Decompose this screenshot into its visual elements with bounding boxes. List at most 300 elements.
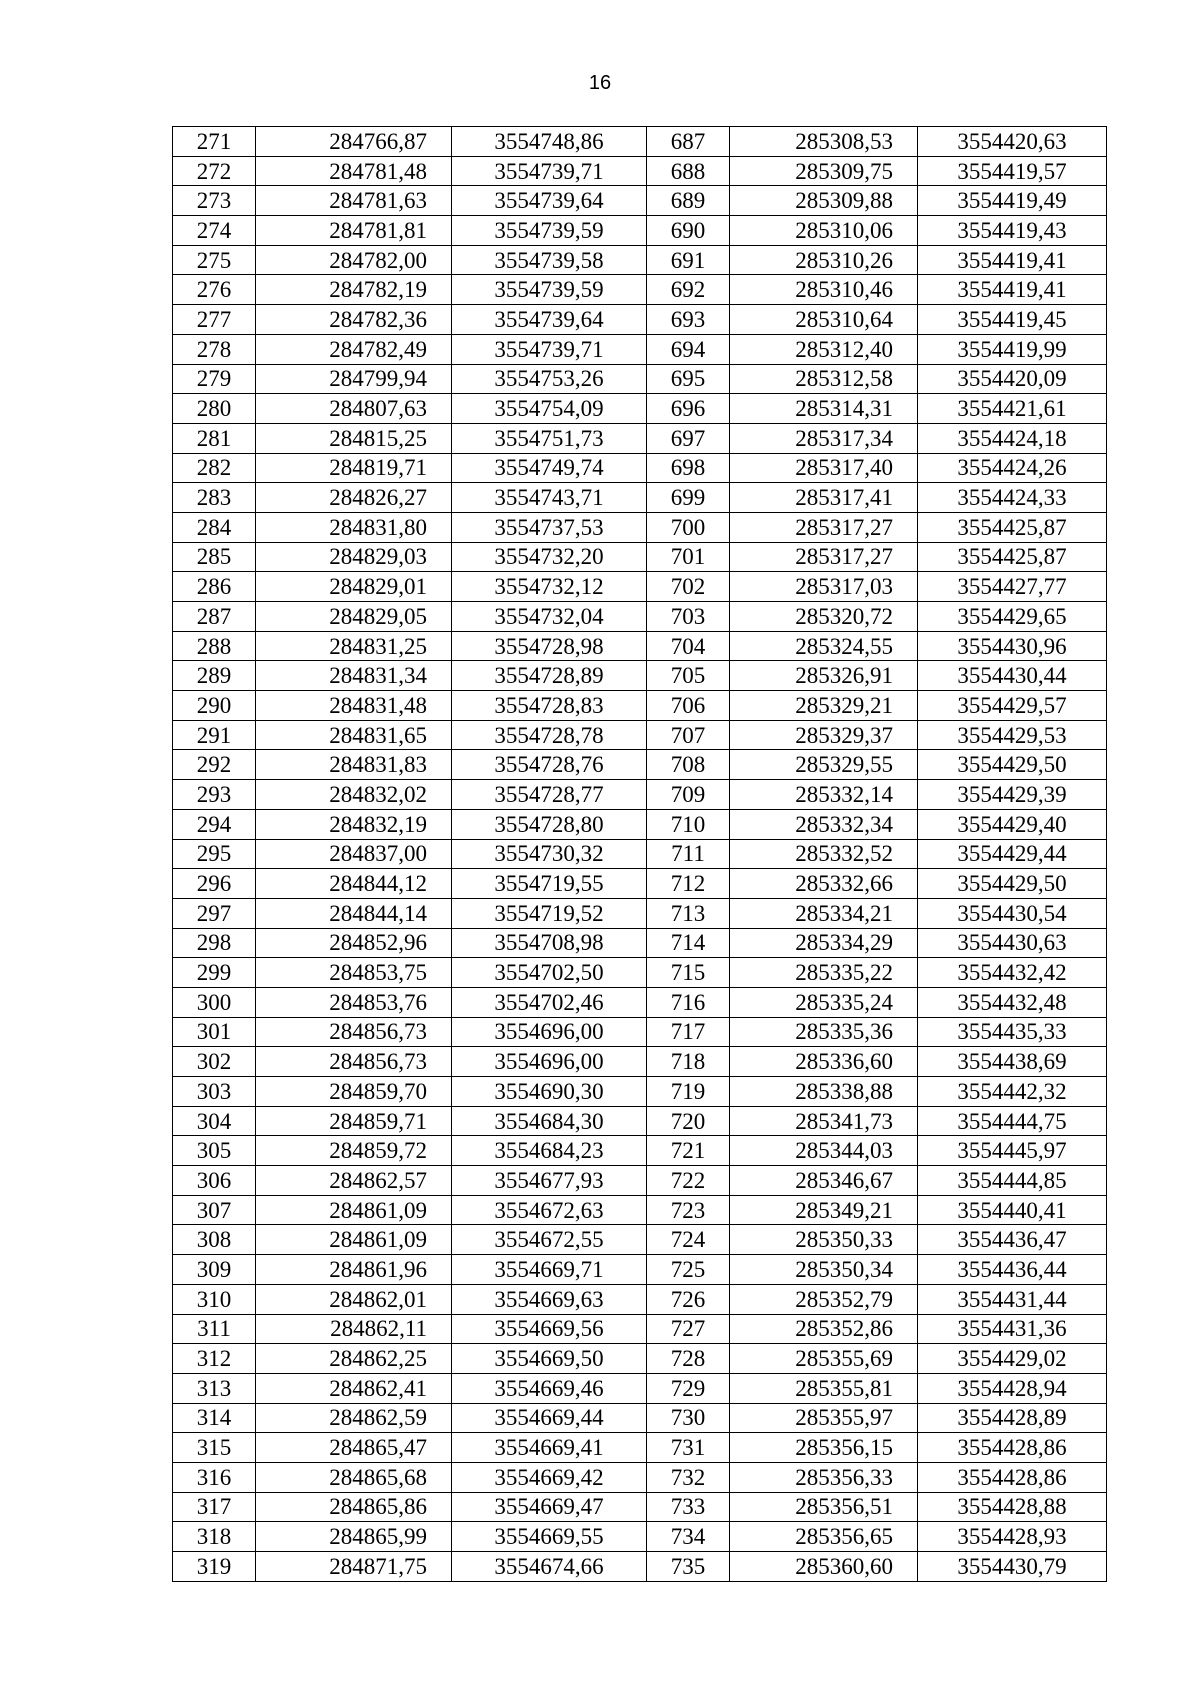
x-coordinate-left-cell: 284819,71 bbox=[256, 453, 452, 483]
x-coordinate-left-cell: 284865,68 bbox=[256, 1462, 452, 1492]
x-coordinate-left-cell: 284861,09 bbox=[256, 1225, 452, 1255]
y-coordinate-left-cell: 3554739,59 bbox=[452, 275, 647, 305]
y-coordinate-left-cell: 3554684,23 bbox=[452, 1136, 647, 1166]
x-coordinate-right-cell: 285355,69 bbox=[730, 1344, 918, 1374]
table-row bbox=[173, 661, 1107, 691]
x-coordinate-left-cell: 284853,76 bbox=[256, 987, 452, 1017]
x-coordinate-right-cell: 285360,60 bbox=[730, 1552, 918, 1582]
table-row bbox=[173, 1284, 1107, 1314]
y-coordinate-right-cell: 3554428,88 bbox=[918, 1492, 1107, 1522]
x-coordinate-left-cell: 284829,03 bbox=[256, 542, 452, 572]
y-coordinate-right-cell: 3554419,99 bbox=[918, 334, 1107, 364]
table-row bbox=[173, 216, 1107, 246]
table-row bbox=[173, 275, 1107, 305]
table-row bbox=[173, 1344, 1107, 1374]
point-number-left-cell: 299 bbox=[173, 958, 256, 988]
point-number-right-cell: 730 bbox=[647, 1403, 730, 1433]
x-coordinate-left-cell: 284844,14 bbox=[256, 898, 452, 928]
point-number-left-cell: 289 bbox=[173, 661, 256, 691]
table-row bbox=[173, 305, 1107, 335]
point-number-left-cell: 271 bbox=[173, 127, 256, 157]
x-coordinate-left-cell: 284862,59 bbox=[256, 1403, 452, 1433]
point-number-left-cell: 279 bbox=[173, 364, 256, 394]
y-coordinate-left-cell: 3554728,83 bbox=[452, 691, 647, 721]
table-row bbox=[173, 958, 1107, 988]
point-number-left-cell: 317 bbox=[173, 1492, 256, 1522]
table-row bbox=[173, 809, 1107, 839]
x-coordinate-right-cell: 285338,88 bbox=[730, 1077, 918, 1107]
x-coordinate-right-cell: 285310,46 bbox=[730, 275, 918, 305]
point-number-right-cell: 724 bbox=[647, 1225, 730, 1255]
table-row bbox=[173, 691, 1107, 721]
x-coordinate-right-cell: 285310,64 bbox=[730, 305, 918, 335]
x-coordinate-left-cell: 284831,48 bbox=[256, 691, 452, 721]
point-number-right-cell: 695 bbox=[647, 364, 730, 394]
y-coordinate-right-cell: 3554428,89 bbox=[918, 1403, 1107, 1433]
y-coordinate-right-cell: 3554429,02 bbox=[918, 1344, 1107, 1374]
y-coordinate-right-cell: 3554428,86 bbox=[918, 1462, 1107, 1492]
y-coordinate-left-cell: 3554669,46 bbox=[452, 1373, 647, 1403]
table-row bbox=[173, 186, 1107, 216]
y-coordinate-left-cell: 3554728,77 bbox=[452, 780, 647, 810]
point-number-right-cell: 733 bbox=[647, 1492, 730, 1522]
x-coordinate-left-cell: 284856,73 bbox=[256, 1017, 452, 1047]
point-number-left-cell: 283 bbox=[173, 483, 256, 513]
table-row bbox=[173, 1225, 1107, 1255]
table-row bbox=[173, 1106, 1107, 1136]
point-number-left-cell: 276 bbox=[173, 275, 256, 305]
table-row bbox=[173, 1047, 1107, 1077]
point-number-left-cell: 280 bbox=[173, 394, 256, 424]
table-row bbox=[173, 928, 1107, 958]
x-coordinate-left-cell: 284829,05 bbox=[256, 602, 452, 632]
x-coordinate-left-cell: 284831,25 bbox=[256, 631, 452, 661]
point-number-left-cell: 291 bbox=[173, 720, 256, 750]
x-coordinate-right-cell: 285310,26 bbox=[730, 245, 918, 275]
point-number-left-cell: 286 bbox=[173, 572, 256, 602]
table-row bbox=[173, 750, 1107, 780]
y-coordinate-left-cell: 3554753,26 bbox=[452, 364, 647, 394]
x-coordinate-left-cell: 284859,72 bbox=[256, 1136, 452, 1166]
y-coordinate-left-cell: 3554732,20 bbox=[452, 542, 647, 572]
x-coordinate-right-cell: 285350,33 bbox=[730, 1225, 918, 1255]
y-coordinate-left-cell: 3554669,47 bbox=[452, 1492, 647, 1522]
table-row bbox=[173, 1462, 1107, 1492]
x-coordinate-left-cell: 284832,02 bbox=[256, 780, 452, 810]
y-coordinate-left-cell: 3554739,64 bbox=[452, 186, 647, 216]
table-row bbox=[173, 245, 1107, 275]
point-number-left-cell: 297 bbox=[173, 898, 256, 928]
table-row bbox=[173, 1522, 1107, 1552]
x-coordinate-left-cell: 284815,25 bbox=[256, 423, 452, 453]
y-coordinate-right-cell: 3554445,97 bbox=[918, 1136, 1107, 1166]
y-coordinate-right-cell: 3554419,45 bbox=[918, 305, 1107, 335]
x-coordinate-left-cell: 284782,49 bbox=[256, 334, 452, 364]
x-coordinate-left-cell: 284829,01 bbox=[256, 572, 452, 602]
point-number-left-cell: 301 bbox=[173, 1017, 256, 1047]
y-coordinate-left-cell: 3554696,00 bbox=[452, 1017, 647, 1047]
y-coordinate-right-cell: 3554419,41 bbox=[918, 245, 1107, 275]
y-coordinate-right-cell: 3554430,79 bbox=[918, 1552, 1107, 1582]
x-coordinate-left-cell: 284831,34 bbox=[256, 661, 452, 691]
table-row bbox=[173, 334, 1107, 364]
x-coordinate-right-cell: 285356,15 bbox=[730, 1433, 918, 1463]
point-number-left-cell: 311 bbox=[173, 1314, 256, 1344]
x-coordinate-right-cell: 285312,40 bbox=[730, 334, 918, 364]
x-coordinate-left-cell: 284766,87 bbox=[256, 127, 452, 157]
table-row bbox=[173, 394, 1107, 424]
point-number-right-cell: 713 bbox=[647, 898, 730, 928]
y-coordinate-right-cell: 3554430,54 bbox=[918, 898, 1107, 928]
x-coordinate-right-cell: 285355,97 bbox=[730, 1403, 918, 1433]
point-number-left-cell: 314 bbox=[173, 1403, 256, 1433]
y-coordinate-right-cell: 3554428,86 bbox=[918, 1433, 1107, 1463]
y-coordinate-left-cell: 3554730,32 bbox=[452, 839, 647, 869]
point-number-left-cell: 308 bbox=[173, 1225, 256, 1255]
x-coordinate-left-cell: 284865,86 bbox=[256, 1492, 452, 1522]
y-coordinate-left-cell: 3554672,55 bbox=[452, 1225, 647, 1255]
y-coordinate-left-cell: 3554748,86 bbox=[452, 127, 647, 157]
x-coordinate-left-cell: 284862,11 bbox=[256, 1314, 452, 1344]
y-coordinate-right-cell: 3554419,41 bbox=[918, 275, 1107, 305]
y-coordinate-right-cell: 3554431,44 bbox=[918, 1284, 1107, 1314]
point-number-right-cell: 699 bbox=[647, 483, 730, 513]
point-number-right-cell: 721 bbox=[647, 1136, 730, 1166]
table-row bbox=[173, 1077, 1107, 1107]
point-number-left-cell: 295 bbox=[173, 839, 256, 869]
y-coordinate-right-cell: 3554429,39 bbox=[918, 780, 1107, 810]
y-coordinate-left-cell: 3554728,78 bbox=[452, 720, 647, 750]
x-coordinate-left-cell: 284781,81 bbox=[256, 216, 452, 246]
x-coordinate-right-cell: 285335,36 bbox=[730, 1017, 918, 1047]
x-coordinate-right-cell: 285332,66 bbox=[730, 869, 918, 899]
x-coordinate-left-cell: 284859,71 bbox=[256, 1106, 452, 1136]
point-number-right-cell: 718 bbox=[647, 1047, 730, 1077]
y-coordinate-right-cell: 3554427,77 bbox=[918, 572, 1107, 602]
point-number-right-cell: 729 bbox=[647, 1373, 730, 1403]
x-coordinate-left-cell: 284871,75 bbox=[256, 1552, 452, 1582]
x-coordinate-left-cell: 284862,01 bbox=[256, 1284, 452, 1314]
table-row bbox=[173, 1195, 1107, 1225]
x-coordinate-right-cell: 285314,31 bbox=[730, 394, 918, 424]
y-coordinate-right-cell: 3554429,50 bbox=[918, 750, 1107, 780]
y-coordinate-right-cell: 3554429,65 bbox=[918, 602, 1107, 632]
x-coordinate-left-cell: 284807,63 bbox=[256, 394, 452, 424]
y-coordinate-left-cell: 3554674,66 bbox=[452, 1552, 647, 1582]
point-number-left-cell: 307 bbox=[173, 1195, 256, 1225]
table-row bbox=[173, 364, 1107, 394]
y-coordinate-right-cell: 3554428,94 bbox=[918, 1373, 1107, 1403]
point-number-right-cell: 690 bbox=[647, 216, 730, 246]
table-row bbox=[173, 423, 1107, 453]
point-number-left-cell: 312 bbox=[173, 1344, 256, 1374]
y-coordinate-right-cell: 3554436,47 bbox=[918, 1225, 1107, 1255]
x-coordinate-right-cell: 285356,33 bbox=[730, 1462, 918, 1492]
point-number-left-cell: 305 bbox=[173, 1136, 256, 1166]
point-number-right-cell: 732 bbox=[647, 1462, 730, 1492]
point-number-left-cell: 304 bbox=[173, 1106, 256, 1136]
x-coordinate-right-cell: 285355,81 bbox=[730, 1373, 918, 1403]
x-coordinate-left-cell: 284782,36 bbox=[256, 305, 452, 335]
y-coordinate-right-cell: 3554419,49 bbox=[918, 186, 1107, 216]
x-coordinate-left-cell: 284865,47 bbox=[256, 1433, 452, 1463]
x-coordinate-left-cell: 284837,00 bbox=[256, 839, 452, 869]
y-coordinate-left-cell: 3554719,52 bbox=[452, 898, 647, 928]
x-coordinate-right-cell: 285317,40 bbox=[730, 453, 918, 483]
x-coordinate-right-cell: 285326,91 bbox=[730, 661, 918, 691]
y-coordinate-right-cell: 3554429,57 bbox=[918, 691, 1107, 721]
table-row bbox=[173, 453, 1107, 483]
x-coordinate-left-cell: 284826,27 bbox=[256, 483, 452, 513]
point-number-right-cell: 706 bbox=[647, 691, 730, 721]
y-coordinate-right-cell: 3554424,18 bbox=[918, 423, 1107, 453]
point-number-left-cell: 296 bbox=[173, 869, 256, 899]
y-coordinate-left-cell: 3554684,30 bbox=[452, 1106, 647, 1136]
y-coordinate-right-cell: 3554432,48 bbox=[918, 987, 1107, 1017]
x-coordinate-left-cell: 284831,65 bbox=[256, 720, 452, 750]
y-coordinate-right-cell: 3554440,41 bbox=[918, 1195, 1107, 1225]
point-number-right-cell: 688 bbox=[647, 156, 730, 186]
y-coordinate-left-cell: 3554743,71 bbox=[452, 483, 647, 513]
point-number-left-cell: 290 bbox=[173, 691, 256, 721]
y-coordinate-right-cell: 3554419,43 bbox=[918, 216, 1107, 246]
page-number: 16 bbox=[588, 72, 612, 94]
point-number-left-cell: 292 bbox=[173, 750, 256, 780]
point-number-right-cell: 731 bbox=[647, 1433, 730, 1463]
x-coordinate-right-cell: 285352,86 bbox=[730, 1314, 918, 1344]
y-coordinate-right-cell: 3554420,63 bbox=[918, 127, 1107, 157]
y-coordinate-right-cell: 3554421,61 bbox=[918, 394, 1107, 424]
point-number-right-cell: 712 bbox=[647, 869, 730, 899]
table-row bbox=[173, 898, 1107, 928]
point-number-left-cell: 319 bbox=[173, 1552, 256, 1582]
x-coordinate-right-cell: 285309,75 bbox=[730, 156, 918, 186]
point-number-left-cell: 274 bbox=[173, 216, 256, 246]
point-number-right-cell: 696 bbox=[647, 394, 730, 424]
point-number-left-cell: 300 bbox=[173, 987, 256, 1017]
y-coordinate-right-cell: 3554425,87 bbox=[918, 512, 1107, 542]
point-number-right-cell: 711 bbox=[647, 839, 730, 869]
point-number-left-cell: 302 bbox=[173, 1047, 256, 1077]
table-row bbox=[173, 987, 1107, 1017]
x-coordinate-left-cell: 284831,80 bbox=[256, 512, 452, 542]
y-coordinate-left-cell: 3554739,58 bbox=[452, 245, 647, 275]
x-coordinate-left-cell: 284861,96 bbox=[256, 1255, 452, 1285]
point-number-right-cell: 703 bbox=[647, 602, 730, 632]
y-coordinate-left-cell: 3554669,41 bbox=[452, 1433, 647, 1463]
x-coordinate-right-cell: 285356,51 bbox=[730, 1492, 918, 1522]
y-coordinate-right-cell: 3554429,44 bbox=[918, 839, 1107, 869]
y-coordinate-left-cell: 3554669,71 bbox=[452, 1255, 647, 1285]
point-number-left-cell: 298 bbox=[173, 928, 256, 958]
point-number-right-cell: 719 bbox=[647, 1077, 730, 1107]
table-row bbox=[173, 780, 1107, 810]
point-number-right-cell: 698 bbox=[647, 453, 730, 483]
point-number-left-cell: 309 bbox=[173, 1255, 256, 1285]
point-number-left-cell: 293 bbox=[173, 780, 256, 810]
x-coordinate-left-cell: 284832,19 bbox=[256, 809, 452, 839]
x-coordinate-left-cell: 284856,73 bbox=[256, 1047, 452, 1077]
y-coordinate-left-cell: 3554669,50 bbox=[452, 1344, 647, 1374]
y-coordinate-left-cell: 3554708,98 bbox=[452, 928, 647, 958]
table-row bbox=[173, 542, 1107, 572]
x-coordinate-right-cell: 285335,22 bbox=[730, 958, 918, 988]
y-coordinate-left-cell: 3554669,63 bbox=[452, 1284, 647, 1314]
y-coordinate-left-cell: 3554672,63 bbox=[452, 1195, 647, 1225]
y-coordinate-left-cell: 3554719,55 bbox=[452, 869, 647, 899]
x-coordinate-left-cell: 284853,75 bbox=[256, 958, 452, 988]
point-number-left-cell: 315 bbox=[173, 1433, 256, 1463]
y-coordinate-left-cell: 3554739,71 bbox=[452, 156, 647, 186]
point-number-left-cell: 316 bbox=[173, 1462, 256, 1492]
table-row bbox=[173, 483, 1107, 513]
x-coordinate-right-cell: 285317,27 bbox=[730, 542, 918, 572]
point-number-left-cell: 284 bbox=[173, 512, 256, 542]
point-number-right-cell: 723 bbox=[647, 1195, 730, 1225]
y-coordinate-right-cell: 3554432,42 bbox=[918, 958, 1107, 988]
table-row bbox=[173, 1433, 1107, 1463]
y-coordinate-right-cell: 3554442,32 bbox=[918, 1077, 1107, 1107]
y-coordinate-right-cell: 3554430,96 bbox=[918, 631, 1107, 661]
y-coordinate-left-cell: 3554728,98 bbox=[452, 631, 647, 661]
y-coordinate-left-cell: 3554751,73 bbox=[452, 423, 647, 453]
point-number-right-cell: 734 bbox=[647, 1522, 730, 1552]
y-coordinate-right-cell: 3554424,26 bbox=[918, 453, 1107, 483]
x-coordinate-left-cell: 284781,48 bbox=[256, 156, 452, 186]
point-number-right-cell: 692 bbox=[647, 275, 730, 305]
x-coordinate-right-cell: 285324,55 bbox=[730, 631, 918, 661]
table-row bbox=[173, 1314, 1107, 1344]
y-coordinate-right-cell: 3554435,33 bbox=[918, 1017, 1107, 1047]
y-coordinate-right-cell: 3554431,36 bbox=[918, 1314, 1107, 1344]
point-number-left-cell: 281 bbox=[173, 423, 256, 453]
x-coordinate-right-cell: 285344,03 bbox=[730, 1136, 918, 1166]
point-number-right-cell: 717 bbox=[647, 1017, 730, 1047]
y-coordinate-right-cell: 3554425,87 bbox=[918, 542, 1107, 572]
x-coordinate-right-cell: 285335,24 bbox=[730, 987, 918, 1017]
point-number-right-cell: 707 bbox=[647, 720, 730, 750]
table-row bbox=[173, 869, 1107, 899]
x-coordinate-right-cell: 285352,79 bbox=[730, 1284, 918, 1314]
table-row bbox=[173, 127, 1107, 157]
y-coordinate-right-cell: 3554424,33 bbox=[918, 483, 1107, 513]
point-number-right-cell: 689 bbox=[647, 186, 730, 216]
y-coordinate-left-cell: 3554728,89 bbox=[452, 661, 647, 691]
point-number-right-cell: 694 bbox=[647, 334, 730, 364]
table-row bbox=[173, 156, 1107, 186]
point-number-right-cell: 710 bbox=[647, 809, 730, 839]
x-coordinate-left-cell: 284844,12 bbox=[256, 869, 452, 899]
point-number-left-cell: 278 bbox=[173, 334, 256, 364]
table-row bbox=[173, 1166, 1107, 1196]
x-coordinate-right-cell: 285317,27 bbox=[730, 512, 918, 542]
x-coordinate-right-cell: 285332,34 bbox=[730, 809, 918, 839]
y-coordinate-left-cell: 3554749,74 bbox=[452, 453, 647, 483]
y-coordinate-left-cell: 3554732,12 bbox=[452, 572, 647, 602]
point-number-left-cell: 294 bbox=[173, 809, 256, 839]
y-coordinate-right-cell: 3554444,85 bbox=[918, 1166, 1107, 1196]
point-number-right-cell: 687 bbox=[647, 127, 730, 157]
x-coordinate-right-cell: 285310,06 bbox=[730, 216, 918, 246]
x-coordinate-right-cell: 285320,72 bbox=[730, 602, 918, 632]
table-row bbox=[173, 512, 1107, 542]
y-coordinate-right-cell: 3554429,40 bbox=[918, 809, 1107, 839]
table-row bbox=[173, 839, 1107, 869]
point-number-left-cell: 273 bbox=[173, 186, 256, 216]
x-coordinate-left-cell: 284781,63 bbox=[256, 186, 452, 216]
point-number-right-cell: 705 bbox=[647, 661, 730, 691]
point-number-right-cell: 693 bbox=[647, 305, 730, 335]
table-row bbox=[173, 631, 1107, 661]
y-coordinate-left-cell: 3554754,09 bbox=[452, 394, 647, 424]
y-coordinate-left-cell: 3554669,56 bbox=[452, 1314, 647, 1344]
y-coordinate-left-cell: 3554690,30 bbox=[452, 1077, 647, 1107]
x-coordinate-left-cell: 284862,41 bbox=[256, 1373, 452, 1403]
x-coordinate-left-cell: 284831,83 bbox=[256, 750, 452, 780]
x-coordinate-right-cell: 285312,58 bbox=[730, 364, 918, 394]
x-coordinate-right-cell: 285332,52 bbox=[730, 839, 918, 869]
x-coordinate-right-cell: 285349,21 bbox=[730, 1195, 918, 1225]
point-number-right-cell: 700 bbox=[647, 512, 730, 542]
table-row bbox=[173, 720, 1107, 750]
coordinates-table bbox=[172, 126, 1107, 1582]
point-number-left-cell: 275 bbox=[173, 245, 256, 275]
point-number-right-cell: 716 bbox=[647, 987, 730, 1017]
point-number-left-cell: 306 bbox=[173, 1166, 256, 1196]
y-coordinate-left-cell: 3554669,44 bbox=[452, 1403, 647, 1433]
table-row bbox=[173, 1492, 1107, 1522]
y-coordinate-left-cell: 3554728,76 bbox=[452, 750, 647, 780]
point-number-right-cell: 720 bbox=[647, 1106, 730, 1136]
point-number-left-cell: 310 bbox=[173, 1284, 256, 1314]
y-coordinate-left-cell: 3554669,55 bbox=[452, 1522, 647, 1552]
point-number-right-cell: 728 bbox=[647, 1344, 730, 1374]
x-coordinate-right-cell: 285346,67 bbox=[730, 1166, 918, 1196]
x-coordinate-left-cell: 284782,00 bbox=[256, 245, 452, 275]
x-coordinate-right-cell: 285334,21 bbox=[730, 898, 918, 928]
y-coordinate-right-cell: 3554428,93 bbox=[918, 1522, 1107, 1552]
point-number-right-cell: 726 bbox=[647, 1284, 730, 1314]
y-coordinate-left-cell: 3554739,71 bbox=[452, 334, 647, 364]
table-row bbox=[173, 1552, 1107, 1582]
y-coordinate-left-cell: 3554677,93 bbox=[452, 1166, 647, 1196]
y-coordinate-right-cell: 3554436,44 bbox=[918, 1255, 1107, 1285]
table-row bbox=[173, 1255, 1107, 1285]
table-row bbox=[173, 1403, 1107, 1433]
x-coordinate-right-cell: 285308,53 bbox=[730, 127, 918, 157]
y-coordinate-right-cell: 3554444,75 bbox=[918, 1106, 1107, 1136]
x-coordinate-left-cell: 284865,99 bbox=[256, 1522, 452, 1552]
point-number-right-cell: 691 bbox=[647, 245, 730, 275]
table-row bbox=[173, 1373, 1107, 1403]
y-coordinate-left-cell: 3554739,64 bbox=[452, 305, 647, 335]
x-coordinate-left-cell: 284782,19 bbox=[256, 275, 452, 305]
y-coordinate-left-cell: 3554728,80 bbox=[452, 809, 647, 839]
point-number-left-cell: 285 bbox=[173, 542, 256, 572]
x-coordinate-right-cell: 285332,14 bbox=[730, 780, 918, 810]
y-coordinate-right-cell: 3554420,09 bbox=[918, 364, 1107, 394]
table-row bbox=[173, 602, 1107, 632]
point-number-right-cell: 715 bbox=[647, 958, 730, 988]
point-number-right-cell: 709 bbox=[647, 780, 730, 810]
point-number-left-cell: 313 bbox=[173, 1373, 256, 1403]
x-coordinate-left-cell: 284859,70 bbox=[256, 1077, 452, 1107]
y-coordinate-right-cell: 3554419,57 bbox=[918, 156, 1107, 186]
y-coordinate-right-cell: 3554429,53 bbox=[918, 720, 1107, 750]
point-number-right-cell: 697 bbox=[647, 423, 730, 453]
point-number-left-cell: 277 bbox=[173, 305, 256, 335]
y-coordinate-left-cell: 3554702,50 bbox=[452, 958, 647, 988]
